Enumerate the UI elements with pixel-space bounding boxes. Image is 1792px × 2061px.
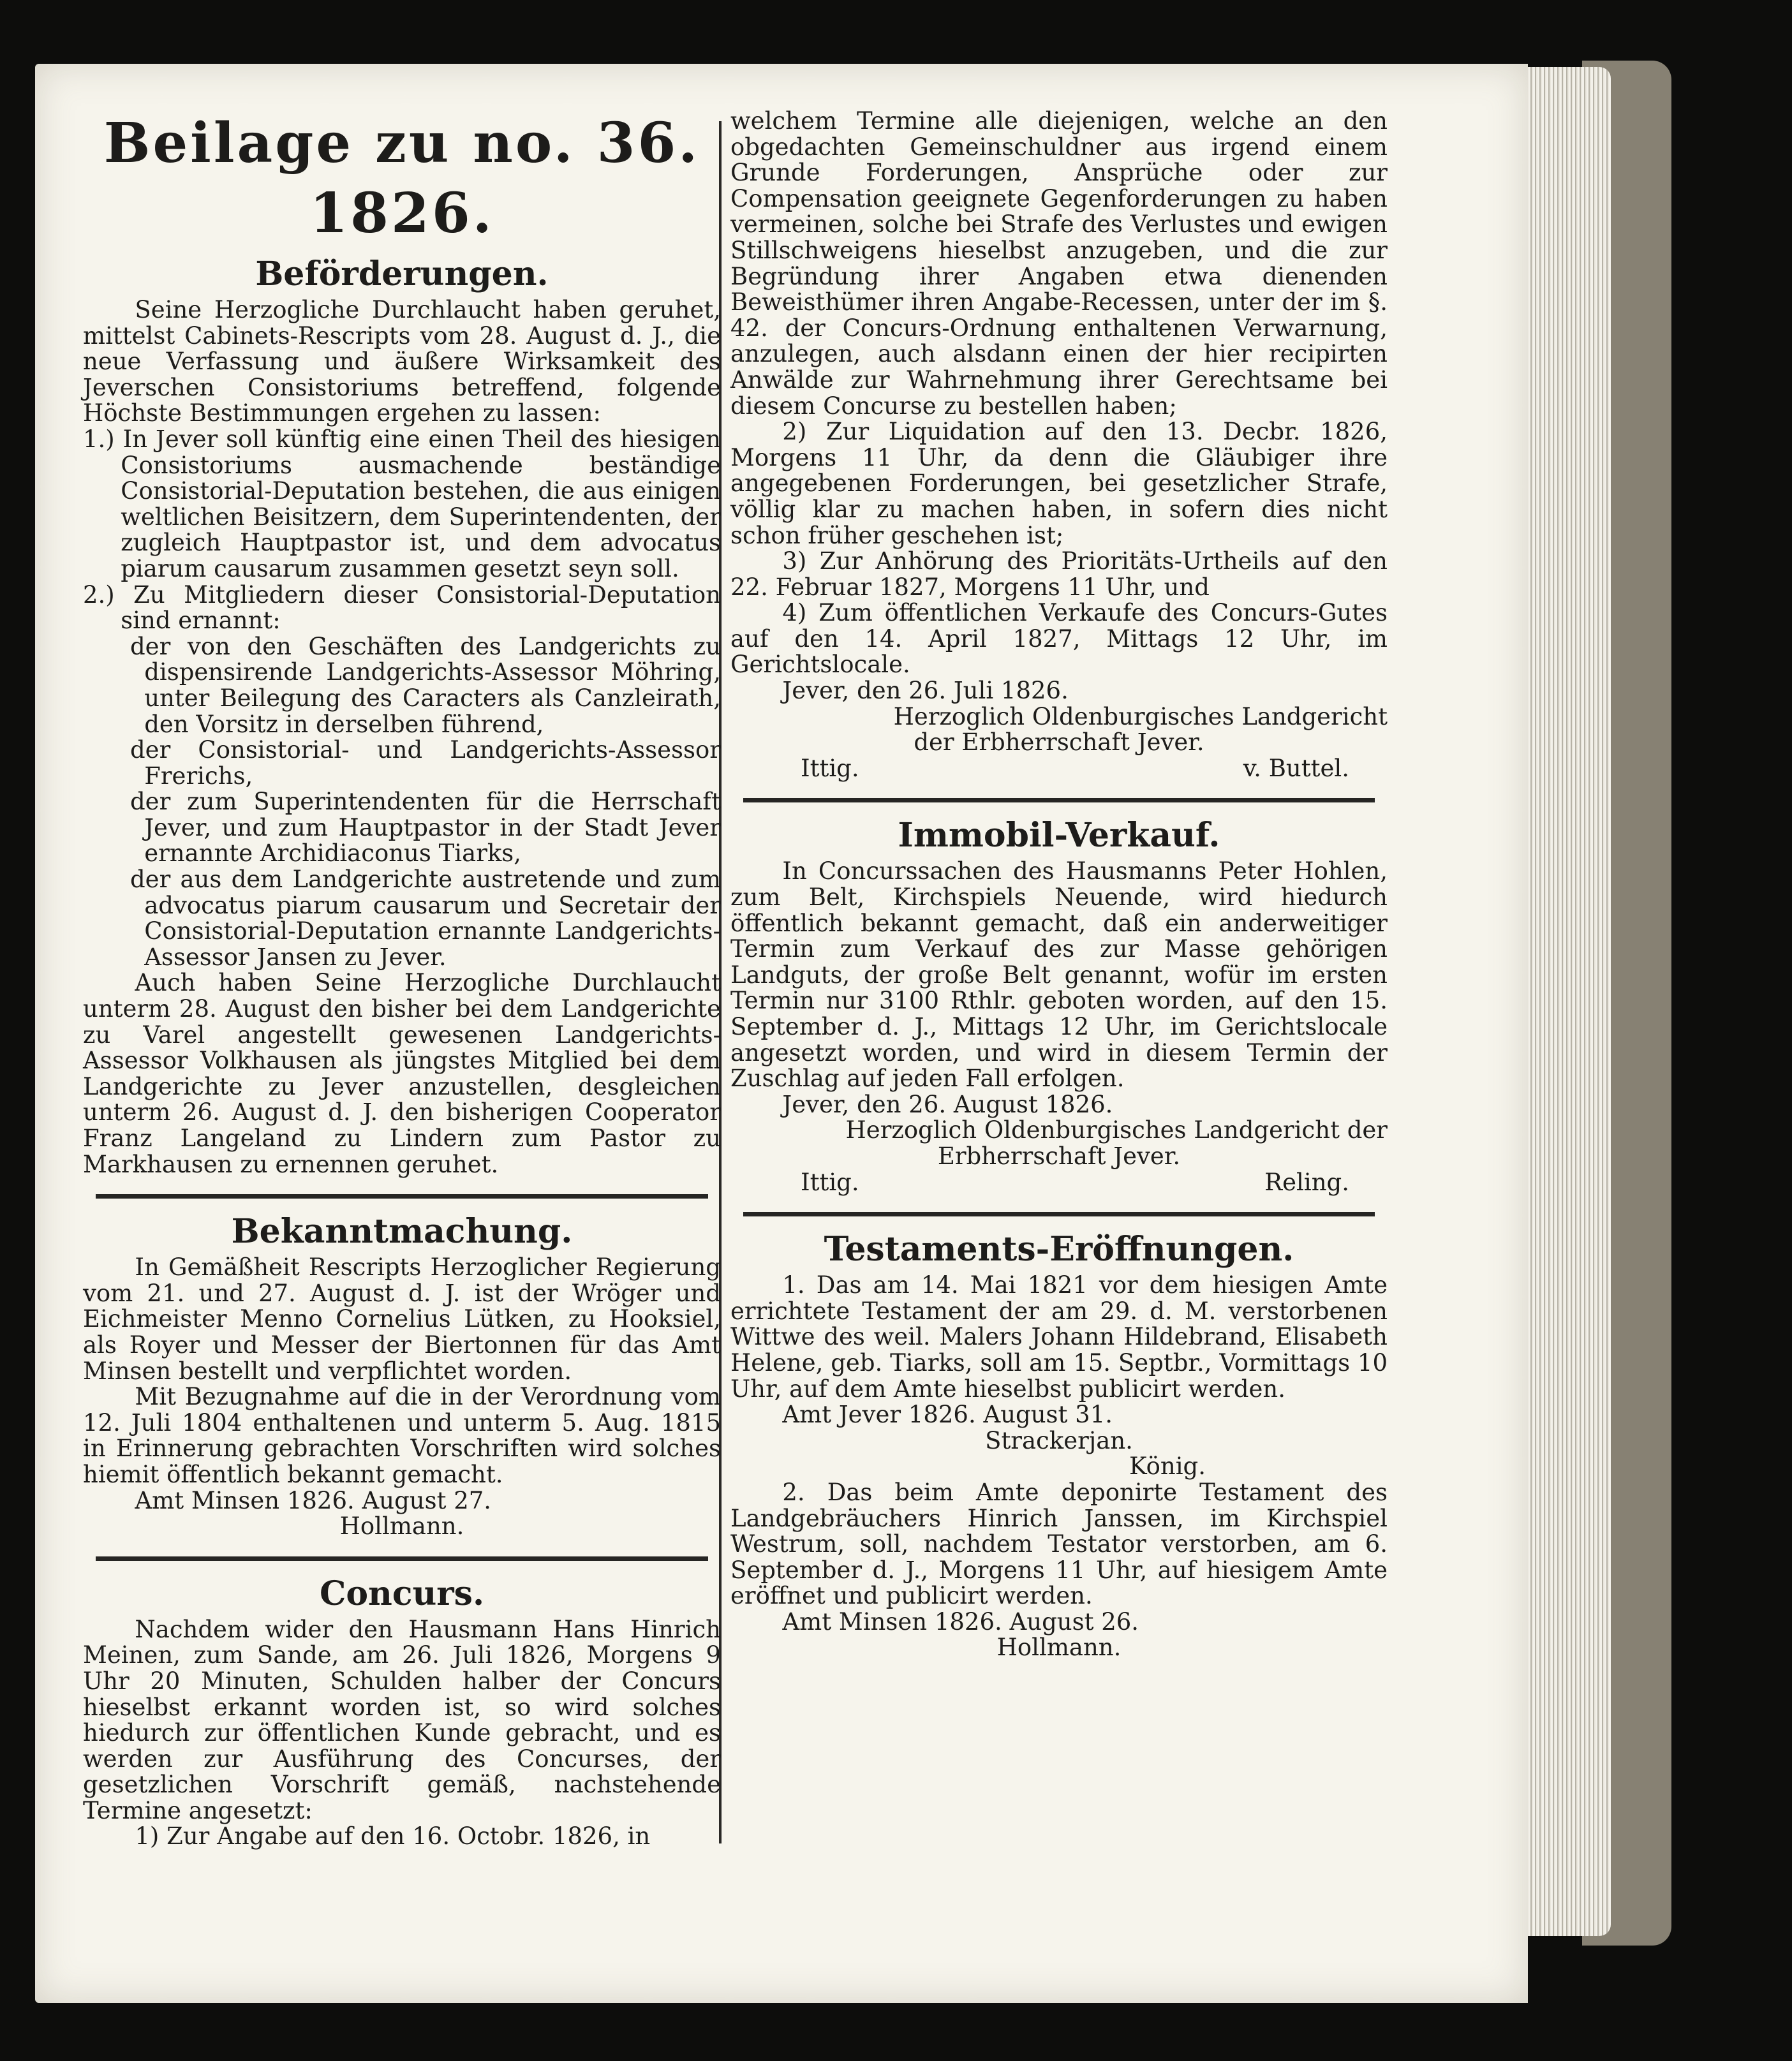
property-sale-authority-line-2: Erbherrschaft Jever. <box>937 1142 1181 1170</box>
concurs-signatures <box>730 756 1388 782</box>
concurs-section <box>83 1575 721 1850</box>
promotions-item-1: 1.) In Jever soll künftig eine einen Theil des hiesigen Consistoriums ausmachende beständige Consistorial-Deputation bestehen, die aus einigen weltlichen Beisitzern, dem Superintendenten, der zugleich Hauptpastor ist, und dem advocatus piarum causarum zusammen gesetzt seyn soll. <box>83 425 721 582</box>
promotions-heading: Beförderungen. <box>255 255 549 293</box>
newspaper-page <box>35 64 1528 2003</box>
left-column <box>83 108 721 1850</box>
wills-signature-1a: Strackerjan. <box>985 1426 1133 1454</box>
page-stack-edge <box>1515 67 1611 1936</box>
announcement-section <box>83 1213 721 1540</box>
property-sale-heading: Immobil-Verkauf. <box>898 816 1220 855</box>
concurs-term-2: 2) Zur Liquidation auf den 13. Decbr. 1826, Morgens 11 Uhr, da denn die Gläubiger ihre angegebenen Forderungen, bei gesetzlicher Strafe, völlig klar zu machen haben, in sofern dies nicht schon früher geschehen ist; <box>730 418 1388 549</box>
announcement-signature: Hollmann. <box>339 1512 464 1540</box>
wills-place-date-1: Amt Jever 1826. August 31. <box>782 1401 1113 1429</box>
wills-paragraph-2: 2. Das beim Amte deponirte Testament des Landgebräuchers Hinrich Janssen, im Kirchspiel Westrum, soll, nachdem Testator verstorben, am 6. September d. J., Morgens 11 Uhr, auf hiesigem Amte eröffnet und publicirt werden. <box>730 1478 1388 1610</box>
wills-heading: Testaments-Eröffnungen. <box>824 1230 1294 1269</box>
section-rule <box>96 1556 708 1561</box>
wills-signature-2: Hollmann. <box>996 1634 1122 1662</box>
property-sale-signatures <box>730 1170 1388 1196</box>
concurs-signature-right: v. Buttel. <box>1243 754 1349 782</box>
promotions-item-2: 2.) Zu Mitgliedern dieser Consistorial-Deputation sind ernannt: <box>83 580 721 635</box>
wills-section <box>730 1230 1388 1661</box>
promotions-member-4: der aus dem Landgerichte austretende und zum advocatus piarum causarum und Secretair der Consistorial-Deputation ernannte Landgerichts-Assessor Jansen zu Jever. <box>130 866 721 971</box>
concurs-place-date: Jever, den 26. Juli 1826. <box>782 677 1069 705</box>
section-rule <box>743 1212 1375 1216</box>
announcement-paragraph-1: In Gemäßheit Rescripts Herzoglicher Regierung vom 21. und 27. August d. J. ist der Wröger und Eichmeister Menno Cornelius Lütken, zu Hooksiel, als Royer und Messer der Biertonnen für das Amt Minsen bestellt und verpflichtet worden. <box>83 1253 721 1385</box>
concurs-continued <box>730 108 1388 781</box>
concurs-term-1-start: 1) Zur Angabe auf den 16. Octobr. 1826, in <box>135 1822 651 1850</box>
section-rule <box>743 798 1375 802</box>
concurs-paragraph: Nachdem wider den Hausmann Hans Hinrich Meinen, zum Sande, am 26. Juli 1826, Morgens 9 Uhr 20 Minuten, Schulden halber der Concurs hieselbst erkannt worden ist, so wird solches hiedurch zur öffentlichen Kunde gebracht, und es werden zur Ausführung des Concurses, der gesetzlichen Vorschrift gemäß, nachstehende Termine angesetzt: <box>83 1615 721 1824</box>
wills-paragraph-1: 1. Das am 14. Mai 1821 vor dem hiesigen Amte errichtete Testament der am 29. d. M. verstorbenen Wittwe des weil. Malers Johann Hildebrand, Elisabeth Helene, geb. Tiarks, soll am 15. Septbr., Vormittags 10 Uhr, auf dem Amte hieselbst publicirt werden. <box>730 1271 1388 1403</box>
property-sale-signature-left: Ittig. <box>801 1168 859 1196</box>
concurs-term-4: 4) Zum öffentlichen Verkaufe des Concurs-Gutes auf den 14. April 1827, Mittags 12 Uhr, im Gerichtslocale. <box>730 599 1388 679</box>
announcement-place-date: Amt Minsen 1826. August 27. <box>135 1486 492 1514</box>
wills-signature-1b: König. <box>1129 1452 1206 1481</box>
right-column <box>730 108 1388 1661</box>
promotions-section <box>83 255 721 1178</box>
announcement-paragraph-2: Mit Bezugnahme auf die in der Verordnung vom 12. Juli 1804 enthaltenen und unterm 5. Aug. 1815 in Erinnerung gebrachten Vorschriften wird solches hiemit öffentlich bekannt gemacht. <box>83 1383 721 1488</box>
property-sale-place-date: Jever, den 26. August 1826. <box>782 1090 1113 1118</box>
announcement-heading: Bekanntmachung. <box>231 1212 573 1252</box>
promotions-member-2: der Consistorial- und Landgerichts-Assessor Frerichs, <box>130 736 721 790</box>
property-sale-authority-line-1: Herzoglich Oldenburgisches Landgericht der <box>845 1116 1388 1144</box>
promotions-member-1: der von den Geschäften des Landgerichts zu dispensirende Landgerichts-Assessor Möhring, unter Beilegung des Caracters als Canzleirath, den Vorsitz in derselben führend, <box>130 632 721 738</box>
promotions-closing: Auch haben Seine Herzogliche Durchlaucht unterm 28. August den bisher bei dem Landgerichte zu Varel angestellt gewesenen Landgerichts-Assessor Volkhausen als jüngstes Mitglied bei dem Landgerichte zu Jever anzustellen, desgleichen unterm 26. August d. J. den bisherigen Cooperator Franz Langeland zu Lindern zum Pastor zu Markhausen zu ernennen geruhet. <box>83 969 721 1178</box>
section-rule <box>96 1194 708 1199</box>
concurs-authority-line-1: Herzoglich Oldenburgisches Landgericht <box>893 702 1388 730</box>
promotions-member-3: der zum Superintendenten für die Herrschaft Jever, und zum Hauptpastor in der Stadt Jever ernannte Archidiaconus Tiarks, <box>130 788 721 868</box>
property-sale-section <box>730 816 1388 1195</box>
concurs-authority-line-2: der Erbherrschaft Jever. <box>914 728 1204 757</box>
promotions-intro: Seine Herzogliche Durchlaucht haben geruhet, mittelst Cabinets-Rescripts vom 28. August d. J., die neue Verfassung und äußere Wirksamkeit des Jeverschen Consistoriums betreffend, folgende Höchste Bestimmungen ergehen zu lassen: <box>83 296 721 427</box>
masthead: Beilage zu no. 36. 1826. <box>103 111 700 246</box>
concurs-term-3: 3) Zur Anhörung des Prioritäts-Urtheils auf den 22. Februar 1827, Morgens 11 Uhr, und <box>730 547 1388 601</box>
property-sale-signature-right: Reling. <box>1264 1168 1349 1196</box>
property-sale-paragraph: In Concurssachen des Hausmanns Peter Hohlen, zum Belt, Kirchspiels Neuende, wird hiedurch öffentlich bekannt gemacht, daß ein anderweitiger Termin zum Verkauf des zur Masse gehörigen Landguts, der große Belt genannt, wofür im ersten Termin nur 3100 Rthlr. geboten worden, auf den 15. September d. J., Mittags 12 Uhr, im Gerichtslocale angesetzt worden, und wird in diesem Termin der Zuschlag auf jeden Fall erfolgen. <box>730 857 1388 1093</box>
concurs-term-1-rest: welchem Termine alle diejenigen, welche an den obgedachten Gemeinschuldner aus irgend einem Grunde Forderungen, Ansprüche oder zur Compensation geeignete Gegenforderungen zu haben vermeinen, solche bei Strafe des Verlustes und ewigen Stillschweigens hieselbst anzugeben, und die zur Begründung ihrer Angaben etwa dienenden Beweisthümer ihren Angabe-Recessen, unter der im §. 42. der Concurs-Ordnung enthaltenen Verwarnung, anzulegen, auch alsdann einen der hier recipirten Anwälde zur Wahrnehmung ihrer Gerechtsame bei diesem Concurse zu bestellen haben; <box>730 107 1388 420</box>
wills-place-date-2: Amt Minsen 1826. August 26. <box>782 1607 1139 1636</box>
concurs-signature-left: Ittig. <box>801 754 859 782</box>
concurs-heading: Concurs. <box>319 1574 485 1613</box>
